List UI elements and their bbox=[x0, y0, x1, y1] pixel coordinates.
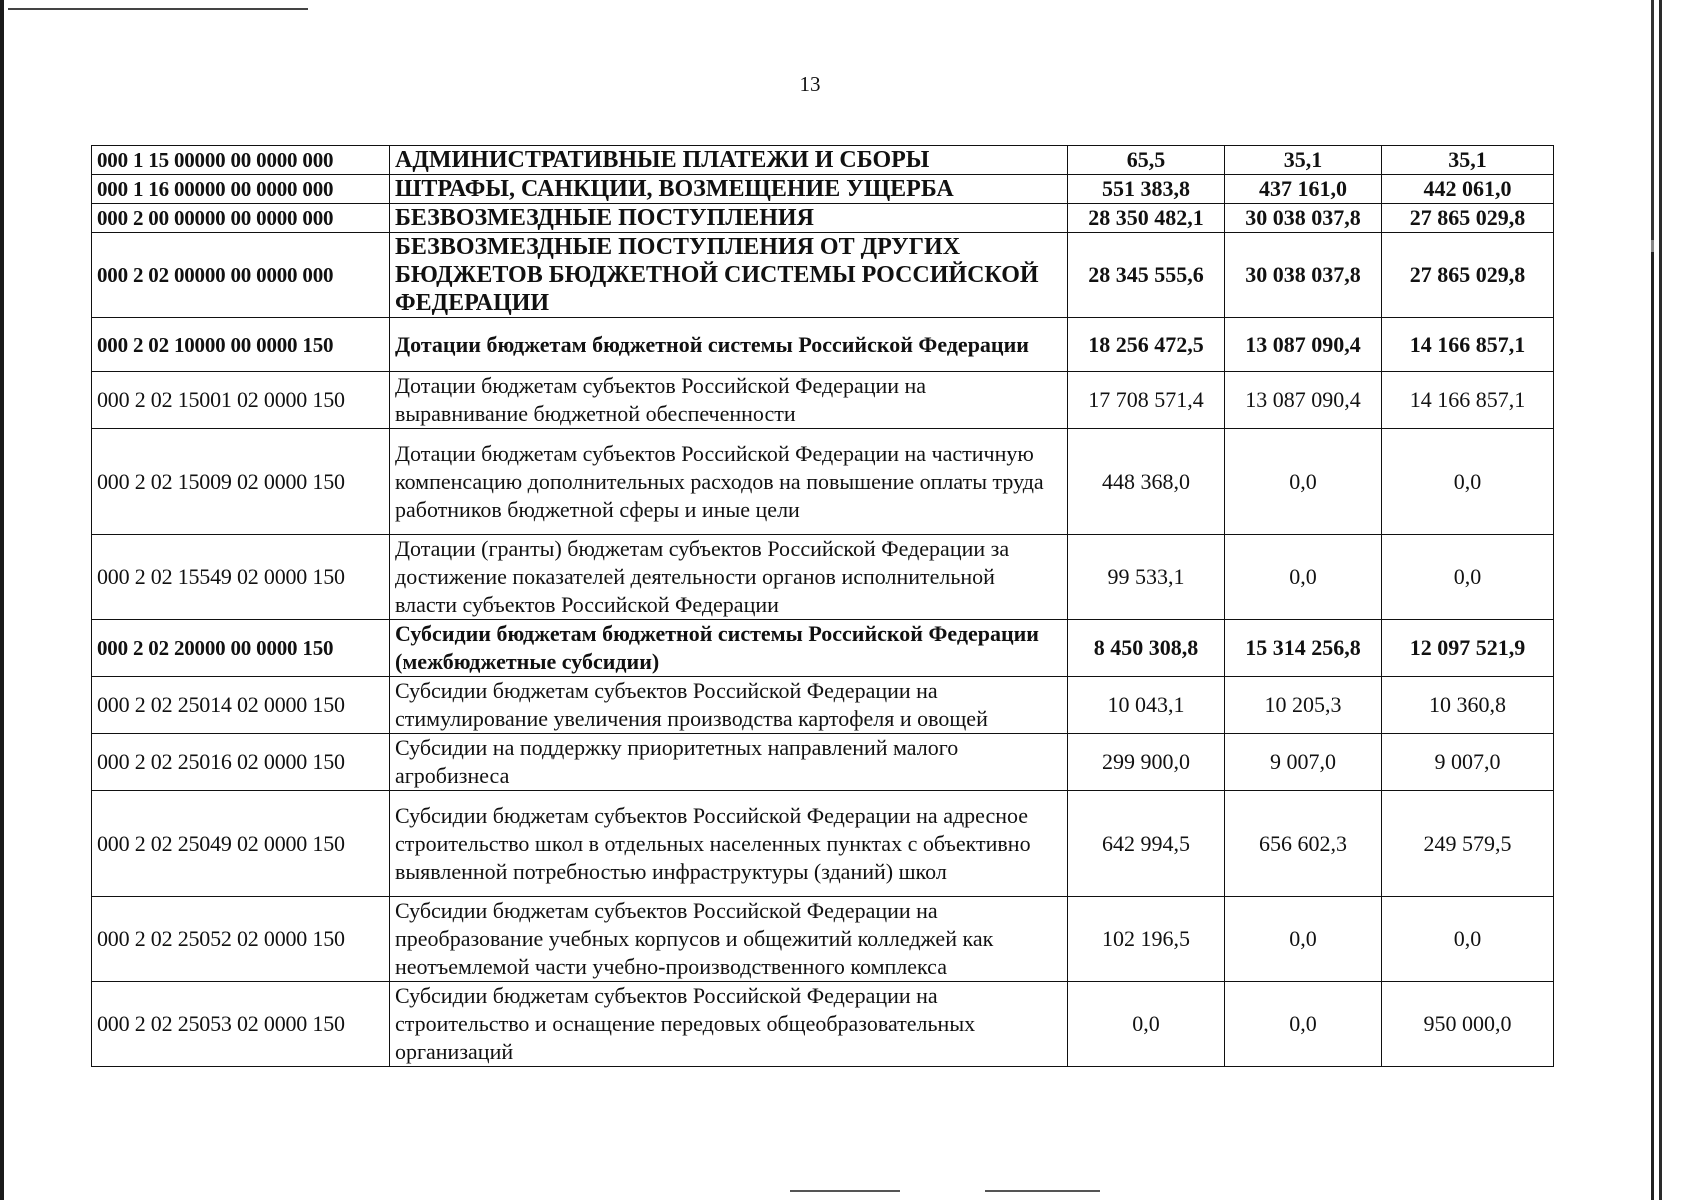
scan-edge-left bbox=[0, 0, 4, 1200]
budget-code-cell: 000 2 02 25049 02 0000 150 bbox=[92, 791, 390, 897]
table-row bbox=[92, 233, 1554, 318]
budget-code-cell: 000 2 02 15549 02 0000 150 bbox=[92, 535, 390, 620]
budget-code-cell: 000 2 02 25052 02 0000 150 bbox=[92, 897, 390, 982]
budget-code-cell: 000 2 02 20000 00 0000 150 bbox=[92, 620, 390, 677]
amount-cell-year-1: 551 383,8 bbox=[1068, 175, 1225, 204]
revenue-name-cell: Дотации бюджетам субъектов Российской Федерации на частичную компенсацию дополнительных расходов на повышение оплаты труда работников бюджетной сферы и иные цели bbox=[390, 429, 1068, 535]
amount-cell-year-3: 0,0 bbox=[1382, 897, 1554, 982]
amount-cell-year-2: 35,1 bbox=[1225, 146, 1382, 175]
table-row bbox=[92, 318, 1554, 372]
amount-cell-year-2: 656 602,3 bbox=[1225, 791, 1382, 897]
amount-cell-year-3: 442 061,0 bbox=[1382, 175, 1554, 204]
budget-code-cell: 000 2 00 00000 00 0000 000 bbox=[92, 204, 390, 233]
amount-cell-year-2: 15 314 256,8 bbox=[1225, 620, 1382, 677]
amount-cell-year-3: 14 166 857,1 bbox=[1382, 318, 1554, 372]
amount-cell-year-3: 35,1 bbox=[1382, 146, 1554, 175]
amount-cell-year-2: 0,0 bbox=[1225, 982, 1382, 1067]
revenue-name-cell: БЕЗВОЗМЕЗДНЫЕ ПОСТУПЛЕНИЯ bbox=[390, 204, 1068, 233]
amount-cell-year-2: 13 087 090,4 bbox=[1225, 372, 1382, 429]
revenue-name-cell: Субсидии бюджетам бюджетной системы Российской Федерации (межбюджетные субсидии) bbox=[390, 620, 1068, 677]
table-row bbox=[92, 204, 1554, 233]
table-row bbox=[92, 897, 1554, 982]
revenue-name-cell: Субсидии бюджетам субъектов Российской Федерации на преобразование учебных корпусов и общежитий колледжей как неотъемлемой части учебно-производственного комплекса bbox=[390, 897, 1068, 982]
scan-mark-top bbox=[8, 8, 308, 10]
amount-cell-year-3: 249 579,5 bbox=[1382, 791, 1554, 897]
revenue-name-cell: ШТРАФЫ, САНКЦИИ, ВОЗМЕЩЕНИЕ УЩЕРБА bbox=[390, 175, 1068, 204]
table-body bbox=[92, 146, 1554, 1067]
amount-cell-year-2: 30 038 037,8 bbox=[1225, 204, 1382, 233]
budget-code-cell: 000 2 02 00000 00 0000 000 bbox=[92, 233, 390, 318]
amount-cell-year-1: 65,5 bbox=[1068, 146, 1225, 175]
table-row bbox=[92, 146, 1554, 175]
amount-cell-year-3: 10 360,8 bbox=[1382, 677, 1554, 734]
amount-cell-year-2: 0,0 bbox=[1225, 535, 1382, 620]
amount-cell-year-3: 14 166 857,1 bbox=[1382, 372, 1554, 429]
amount-cell-year-1: 28 345 555,6 bbox=[1068, 233, 1225, 318]
revenue-name-cell: Дотации бюджетам бюджетной системы Российской Федерации bbox=[390, 318, 1068, 372]
scan-mark-bottom bbox=[790, 1190, 900, 1192]
budget-code-cell: 000 2 02 15009 02 0000 150 bbox=[92, 429, 390, 535]
amount-cell-year-2: 30 038 037,8 bbox=[1225, 233, 1382, 318]
amount-cell-year-2: 9 007,0 bbox=[1225, 734, 1382, 791]
amount-cell-year-1: 10 043,1 bbox=[1068, 677, 1225, 734]
budget-code-cell: 000 2 02 25016 02 0000 150 bbox=[92, 734, 390, 791]
table-row bbox=[92, 175, 1554, 204]
budget-code-cell: 000 2 02 10000 00 0000 150 bbox=[92, 318, 390, 372]
amount-cell-year-2: 0,0 bbox=[1225, 897, 1382, 982]
table-row bbox=[92, 677, 1554, 734]
table-row bbox=[92, 372, 1554, 429]
budget-code-cell: 000 1 15 00000 00 0000 000 bbox=[92, 146, 390, 175]
amount-cell-year-2: 10 205,3 bbox=[1225, 677, 1382, 734]
amount-cell-year-3: 0,0 bbox=[1382, 429, 1554, 535]
amount-cell-year-1: 99 533,1 bbox=[1068, 535, 1225, 620]
amount-cell-year-1: 18 256 472,5 bbox=[1068, 318, 1225, 372]
table-row bbox=[92, 620, 1554, 677]
revenue-name-cell: БЕЗВОЗМЕЗДНЫЕ ПОСТУПЛЕНИЯ ОТ ДРУГИХ БЮДЖЕТОВ БЮДЖЕТНОЙ СИСТЕМЫ РОССИЙСКОЙ ФЕДЕРАЦИИ bbox=[390, 233, 1068, 318]
revenue-name-cell: Субсидии бюджетам субъектов Российской Федерации на стимулирование увеличения производства картофеля и овощей bbox=[390, 677, 1068, 734]
budget-code-cell: 000 2 02 25053 02 0000 150 bbox=[92, 982, 390, 1067]
table-row bbox=[92, 982, 1554, 1067]
revenue-name-cell: Дотации бюджетам субъектов Российской Федерации на выравнивание бюджетной обеспеченности bbox=[390, 372, 1068, 429]
amount-cell-year-2: 13 087 090,4 bbox=[1225, 318, 1382, 372]
amount-cell-year-1: 0,0 bbox=[1068, 982, 1225, 1067]
scan-edge-right bbox=[1651, 0, 1654, 1200]
revenue-name-cell: АДМИНИСТРАТИВНЫЕ ПЛАТЕЖИ И СБОРЫ bbox=[390, 146, 1068, 175]
amount-cell-year-2: 437 161,0 bbox=[1225, 175, 1382, 204]
scan-edge-right-inner bbox=[1659, 0, 1662, 1200]
budget-code-cell: 000 2 02 25014 02 0000 150 bbox=[92, 677, 390, 734]
amount-cell-year-1: 299 900,0 bbox=[1068, 734, 1225, 791]
revenue-name-cell: Субсидии бюджетам субъектов Российской Федерации на адресное строительство школ в отдельных населенных пунктах с объективно выявленной потребностью инфраструктуры (зданий) школ bbox=[390, 791, 1068, 897]
budget-code-cell: 000 2 02 15001 02 0000 150 bbox=[92, 372, 390, 429]
amount-cell-year-1: 28 350 482,1 bbox=[1068, 204, 1225, 233]
amount-cell-year-2: 0,0 bbox=[1225, 429, 1382, 535]
amount-cell-year-1: 17 708 571,4 bbox=[1068, 372, 1225, 429]
table-row bbox=[92, 535, 1554, 620]
amount-cell-year-3: 27 865 029,8 bbox=[1382, 233, 1554, 318]
amount-cell-year-3: 12 097 521,9 bbox=[1382, 620, 1554, 677]
revenue-name-cell: Субсидии бюджетам субъектов Российской Федерации на строительство и оснащение передовых общеобразовательных организаций bbox=[390, 982, 1068, 1067]
revenue-name-cell: Субсидии на поддержку приоритетных направлений малого агробизнеса bbox=[390, 734, 1068, 791]
amount-cell-year-1: 8 450 308,8 bbox=[1068, 620, 1225, 677]
table-row bbox=[92, 791, 1554, 897]
scan-mark-bottom bbox=[985, 1190, 1100, 1192]
amount-cell-year-1: 102 196,5 bbox=[1068, 897, 1225, 982]
amount-cell-year-3: 950 000,0 bbox=[1382, 982, 1554, 1067]
revenue-name-cell: Дотации (гранты) бюджетам субъектов Российской Федерации за достижение показателей деятельности органов исполнительной власти субъектов Российской Федерации bbox=[390, 535, 1068, 620]
budget-code-cell: 000 1 16 00000 00 0000 000 bbox=[92, 175, 390, 204]
budget-revenue-table bbox=[91, 145, 1554, 1067]
amount-cell-year-3: 0,0 bbox=[1382, 535, 1554, 620]
amount-cell-year-1: 448 368,0 bbox=[1068, 429, 1225, 535]
amount-cell-year-3: 9 007,0 bbox=[1382, 734, 1554, 791]
table-row bbox=[92, 429, 1554, 535]
page-number: 13 bbox=[799, 72, 821, 96]
table-row bbox=[92, 734, 1554, 791]
amount-cell-year-3: 27 865 029,8 bbox=[1382, 204, 1554, 233]
amount-cell-year-1: 642 994,5 bbox=[1068, 791, 1225, 897]
